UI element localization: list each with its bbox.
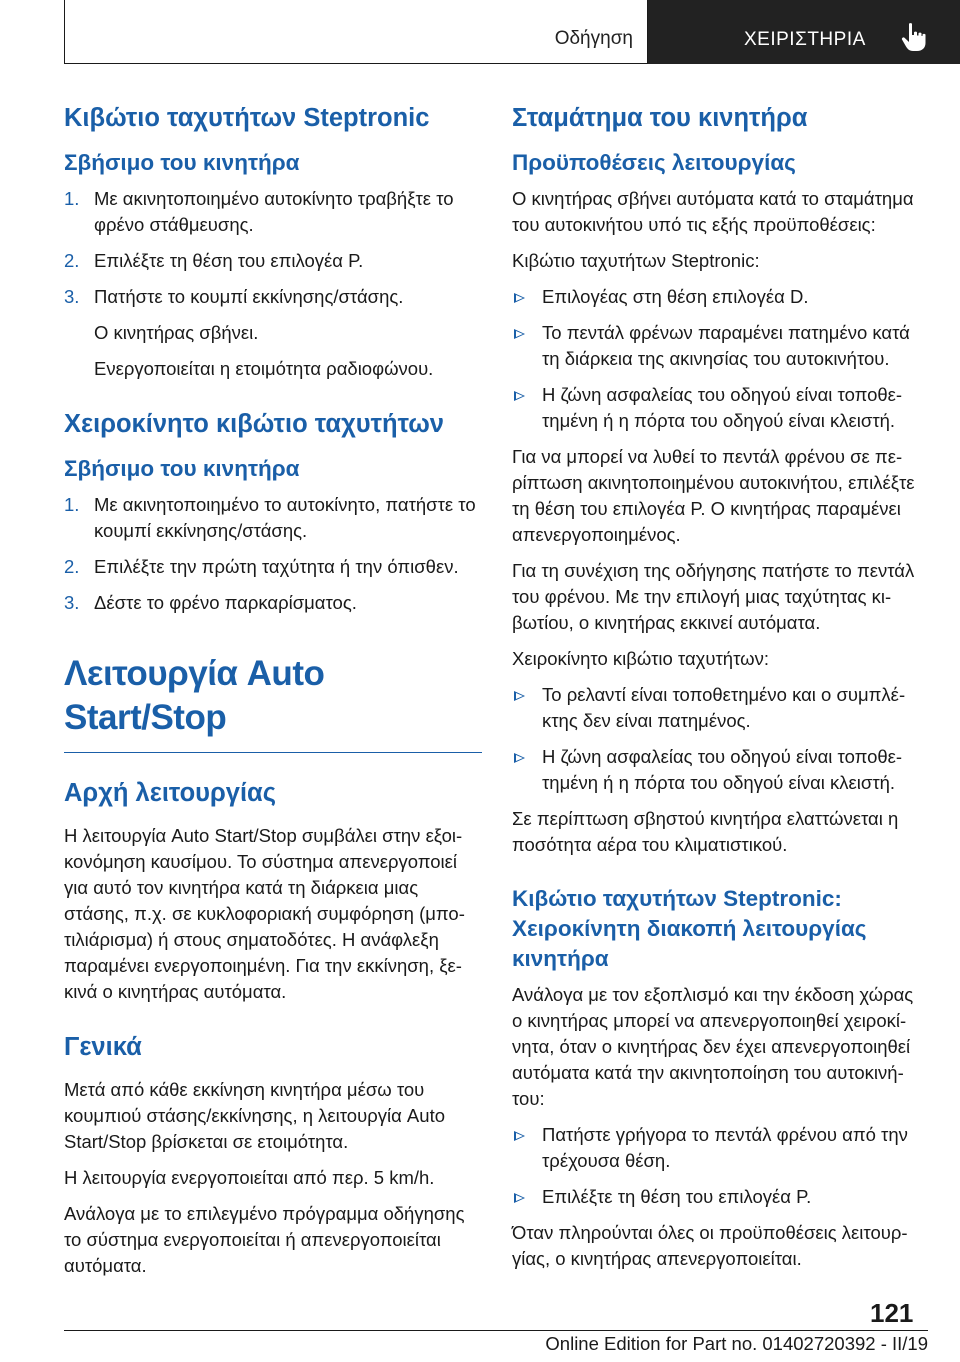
list-item: 1. Με ακινητοποιημένο αυτοκίνητο τραβήξτε το φρένο στάθμευσης. (64, 188, 454, 235)
triangle-bullet-icon (514, 1131, 525, 1141)
general-paragraph: Η λειτουργία ενεργοποιείται από περ. 5 km/h. (64, 1167, 435, 1188)
triangle-bullet-icon (514, 293, 525, 303)
step-result: Ενεργοποιείται η ετοιμότητα ραδιοφώνου. (94, 358, 434, 379)
list-item: 3. Δέστε το φρένο παρκαρίσματος. (64, 592, 357, 613)
principle-title: Αρχή λειτουργίας (64, 779, 276, 807)
footer-divider (64, 1330, 928, 1331)
list-item: Το πεντάλ φρένων παραμένει πατημένο κατά τη διάρκεια της ακινησίας του αυτοκινήτου. (512, 320, 928, 372)
triangle-bullet-icon (514, 753, 525, 763)
page-header (64, 0, 960, 64)
list-item: 3. Πατήστε το κουμπί εκκίνησης/στάσης. (64, 286, 404, 307)
steptronic-steps (64, 186, 482, 310)
manual-shutoff-intro: Ανάλογα με τον εξοπλισμό και την έκδοση χώρας ο κινητήρας μπορεί να απενεργοποιηθεί χειροκίνητα, όταν ο κινητήρας δεν έχει απενεργοποιηθεί αυτόματα κατά την ακινητοποίηση του αυτοκινήτου: (512, 984, 914, 1109)
list-item: Πατήστε γρήγορα το πεντάλ φρένου από την τρέχουσα θέση. (512, 1122, 928, 1174)
list-item: 2. Επιλέξτε την πρώτη ταχύτητα ή την όπισθεν. (64, 556, 459, 577)
triangle-bullet-icon (514, 691, 525, 701)
steptronic-conditions (512, 284, 928, 434)
brake-release-note: Για να μπορεί να λυθεί το πεντάλ φρένου σε περίπτωση ακινητοποιημένου αυτοκινήτου, επιλέξτε τη θέση του επιλογέα P. Ο κινητήρας παραμένει απενεργοποιημένος. (512, 446, 915, 545)
left-column (64, 102, 482, 1289)
continue-driving-note: Για τη συνέχιση της οδήγησης πατήστε το πεντάλ του φρένου. Με την επιλογή μιας ταχύτητας κιβωτίου, ο κινητήρας εκκινεί αυτόματα. (512, 560, 915, 633)
triangle-bullet-icon (514, 1193, 525, 1203)
edition-info: Online Edition for Part no. 01402720392 - II/19 (545, 1333, 928, 1354)
list-item: Επιλογέας στη θέση επιλογέα D. (512, 284, 928, 310)
steptronic-label: Κιβώτιο ταχυτήτων Steptronic: (512, 250, 760, 271)
manual-conditions (512, 682, 928, 796)
general-paragraph: Μετά από κάθε εκκίνηση κινητήρα μέσω του κουμπιού στάσης/εκκίνησης, η λειτουργία Auto Start/Stop βρίσκεται σε ετοιμότητα. (64, 1079, 445, 1152)
general-paragraph: Ανάλογα με το επιλεγμένο πρόγραμμα οδήγησης το σύστημα ενεργοποιείται ή απενεργοποιείται αυτόματα. (64, 1203, 465, 1276)
prerequisites-intro: Ο κινητήρας σβήνει αυτόματα κατά το σταμάτημα του αυτοκινήτου υπό τις εξής προϋποθέσεις: (512, 188, 914, 235)
list-item: 1. Με ακινητοποιημένο το αυτοκίνητο, πατήστε το κουμπί εκκίνησης/στάσης. (64, 494, 476, 541)
principle-text: Η λειτουργία Auto Start/Stop συμβάλει στην εξοικονόμηση καυσίμου. Το σύστημα απενεργοποιεί για αυτό τον κινητήρα κατά τη διάρκεια μιας στάσης, π.χ. σε κυκλοφοριακή συμφόρηση (μποτιλιάρισμα) ή στους σηματοδότες. Η ανάφλεξη παραμένει ενεργοποιημένη. Για την εκκίνηση, ξεκινά ο κινητήρας αυτόματα. (64, 825, 465, 1002)
aircon-note: Σε περίπτωση σβηστού κινητήρα ελαττώνεται η ποσότητα αέρα του κλιματιστικού. (512, 808, 899, 855)
page-number: 121 (870, 1298, 914, 1328)
autostart-stop-title: Λειτουργία Auto Start/Stop (64, 652, 482, 753)
list-item: Το ρελαντί είναι τοποθετημένο και ο συμπλέκτης δεν είναι πατημένος. (512, 682, 928, 734)
manual-gearbox-title: Χειροκίνητο κιβώτιο ταχυτήτων (64, 410, 444, 438)
triangle-bullet-icon (514, 391, 525, 401)
prerequisites-title: Προϋποθέσεις λειτουργίας (512, 150, 796, 175)
general-title: Γενικά (64, 1033, 142, 1061)
manual-steps (64, 492, 482, 616)
list-item: 2. Επιλέξτε τη θέση του επιλογέα P. (64, 250, 364, 271)
list-item: Η ζώνη ασφαλείας του οδηγού είναι τοποθετημένη ή η πόρτα του οδηγού είναι κλειστή. (512, 744, 928, 796)
manual-shutoff-steps (512, 1122, 928, 1210)
header-section-tab (64, 0, 648, 64)
header-chapter-label: ΧΕΙΡΙΣΤΗΡΙΑ (744, 29, 866, 50)
manual-engine-off-subtitle: Σβήσιμο του κινητήρα (64, 456, 300, 481)
right-column (512, 102, 928, 1282)
triangle-bullet-icon (514, 329, 525, 339)
manual-label: Χειροκίνητο κιβώτιο ταχυτήτων: (512, 648, 769, 669)
closing-note: Όταν πληρούνται όλες οι προϋποθέσεις λειτουργίας, ο κινητήρας απενεργοποιείται. (512, 1222, 908, 1269)
steptronic-title: Κιβώτιο ταχυτήτων Steptronic (64, 104, 430, 132)
list-item: Επιλέξτε τη θέση του επιλογέα P. (512, 1184, 928, 1210)
steptronic-engine-off-subtitle: Σβήσιμο του κινητήρα (64, 150, 300, 175)
list-item: Η ζώνη ασφαλείας του οδηγού είναι τοποθετημένη ή η πόρτα του οδηγού είναι κλειστή. (512, 382, 928, 434)
pointing-hand-icon (900, 22, 928, 52)
manual-shutoff-title: Κιβώτιο ταχυτήτων Steptronic: Χειροκίνητη διακοπή λειτουργίας κινητήρα (512, 886, 867, 971)
header-chapter-tab (648, 0, 960, 64)
step-result: Ο κινητήρας σβήνει. (94, 322, 259, 343)
engine-stop-title: Σταμάτημα του κινητήρα (512, 104, 808, 132)
header-section-label: Οδήγηση (554, 28, 633, 49)
